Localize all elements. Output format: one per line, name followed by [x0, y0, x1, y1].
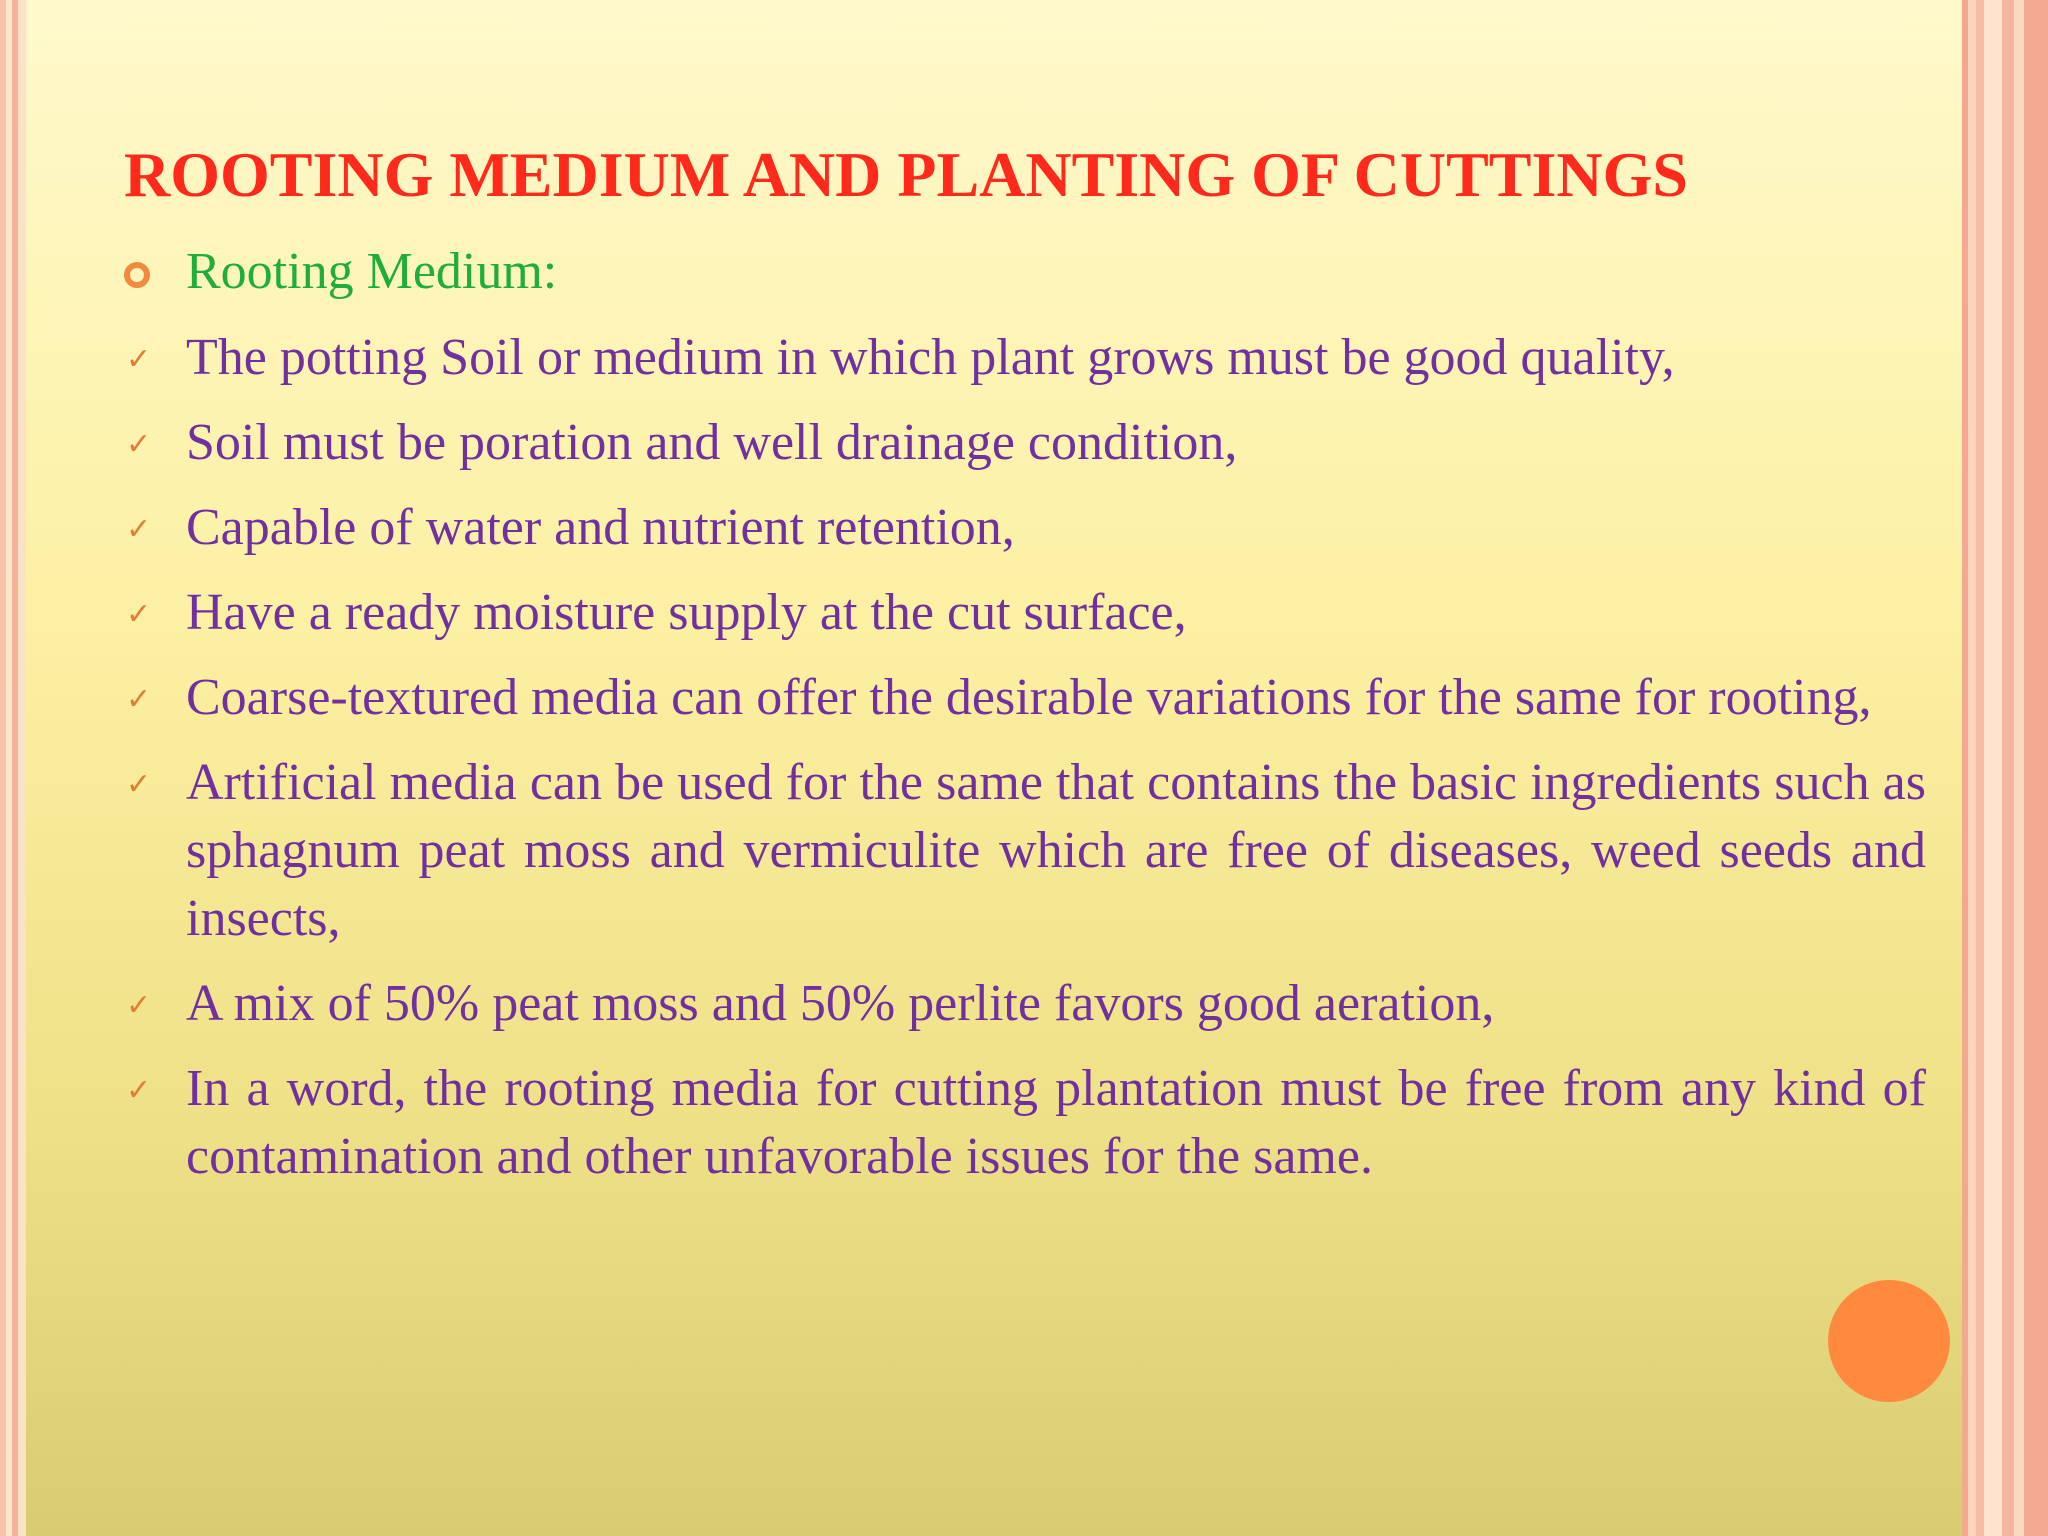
orange-circle-icon [1828, 1280, 1950, 1402]
list-item [124, 1055, 1926, 1191]
list-item-text: Have a ready moisture supply at the cut surface, [186, 584, 1187, 641]
left-decorative-strip [0, 0, 26, 1536]
list-item [124, 664, 1926, 732]
list-item-text: Soil must be poration and well drainage condition, [186, 414, 1238, 471]
ring-bullet-icon [124, 262, 150, 288]
list-item [124, 749, 1926, 953]
list-heading-text: Rooting Medium: [186, 243, 558, 300]
list-heading [124, 238, 1926, 306]
checkmark-icon: ✓ [126, 427, 152, 462]
checkmark-icon: ✓ [126, 597, 152, 632]
bullet-list [124, 238, 1926, 1208]
list-item-text: Capable of water and nutrient retention, [186, 499, 1015, 556]
slide-title: ROOTING MEDIUM AND PLANTING OF CUTTINGS [124, 139, 1688, 210]
right-decorative-strip [1962, 0, 2048, 1536]
checkmark-icon: ✓ [126, 342, 152, 377]
list-item [124, 970, 1926, 1038]
checkmark-icon: ✓ [126, 988, 152, 1023]
list-item-text: Artificial media can be used for the same that contains the basic ingredients such as sphagnum peat moss and vermiculite which are free of diseases, weed seeds and insects, [186, 754, 1926, 947]
checkmark-icon: ✓ [126, 512, 152, 547]
list-item [124, 579, 1926, 647]
list-item-text: In a word, the rooting media for cutting plantation must be free from any kind of contamination and other unfavorable issues for the same. [186, 1060, 1926, 1185]
list-item-text: A mix of 50% peat moss and 50% perlite favors good aeration, [186, 975, 1495, 1032]
list-item-text: Coarse-textured media can offer the desirable variations for the same for rooting, [186, 669, 1872, 726]
list-item [124, 324, 1926, 392]
list-item [124, 409, 1926, 477]
list-item-text: The potting Soil or medium in which plant grows must be good quality, [186, 329, 1675, 386]
checkmark-icon: ✓ [126, 682, 152, 717]
checkmark-icon: ✓ [126, 767, 152, 802]
checkmark-icon: ✓ [126, 1073, 152, 1108]
list-item [124, 494, 1926, 562]
